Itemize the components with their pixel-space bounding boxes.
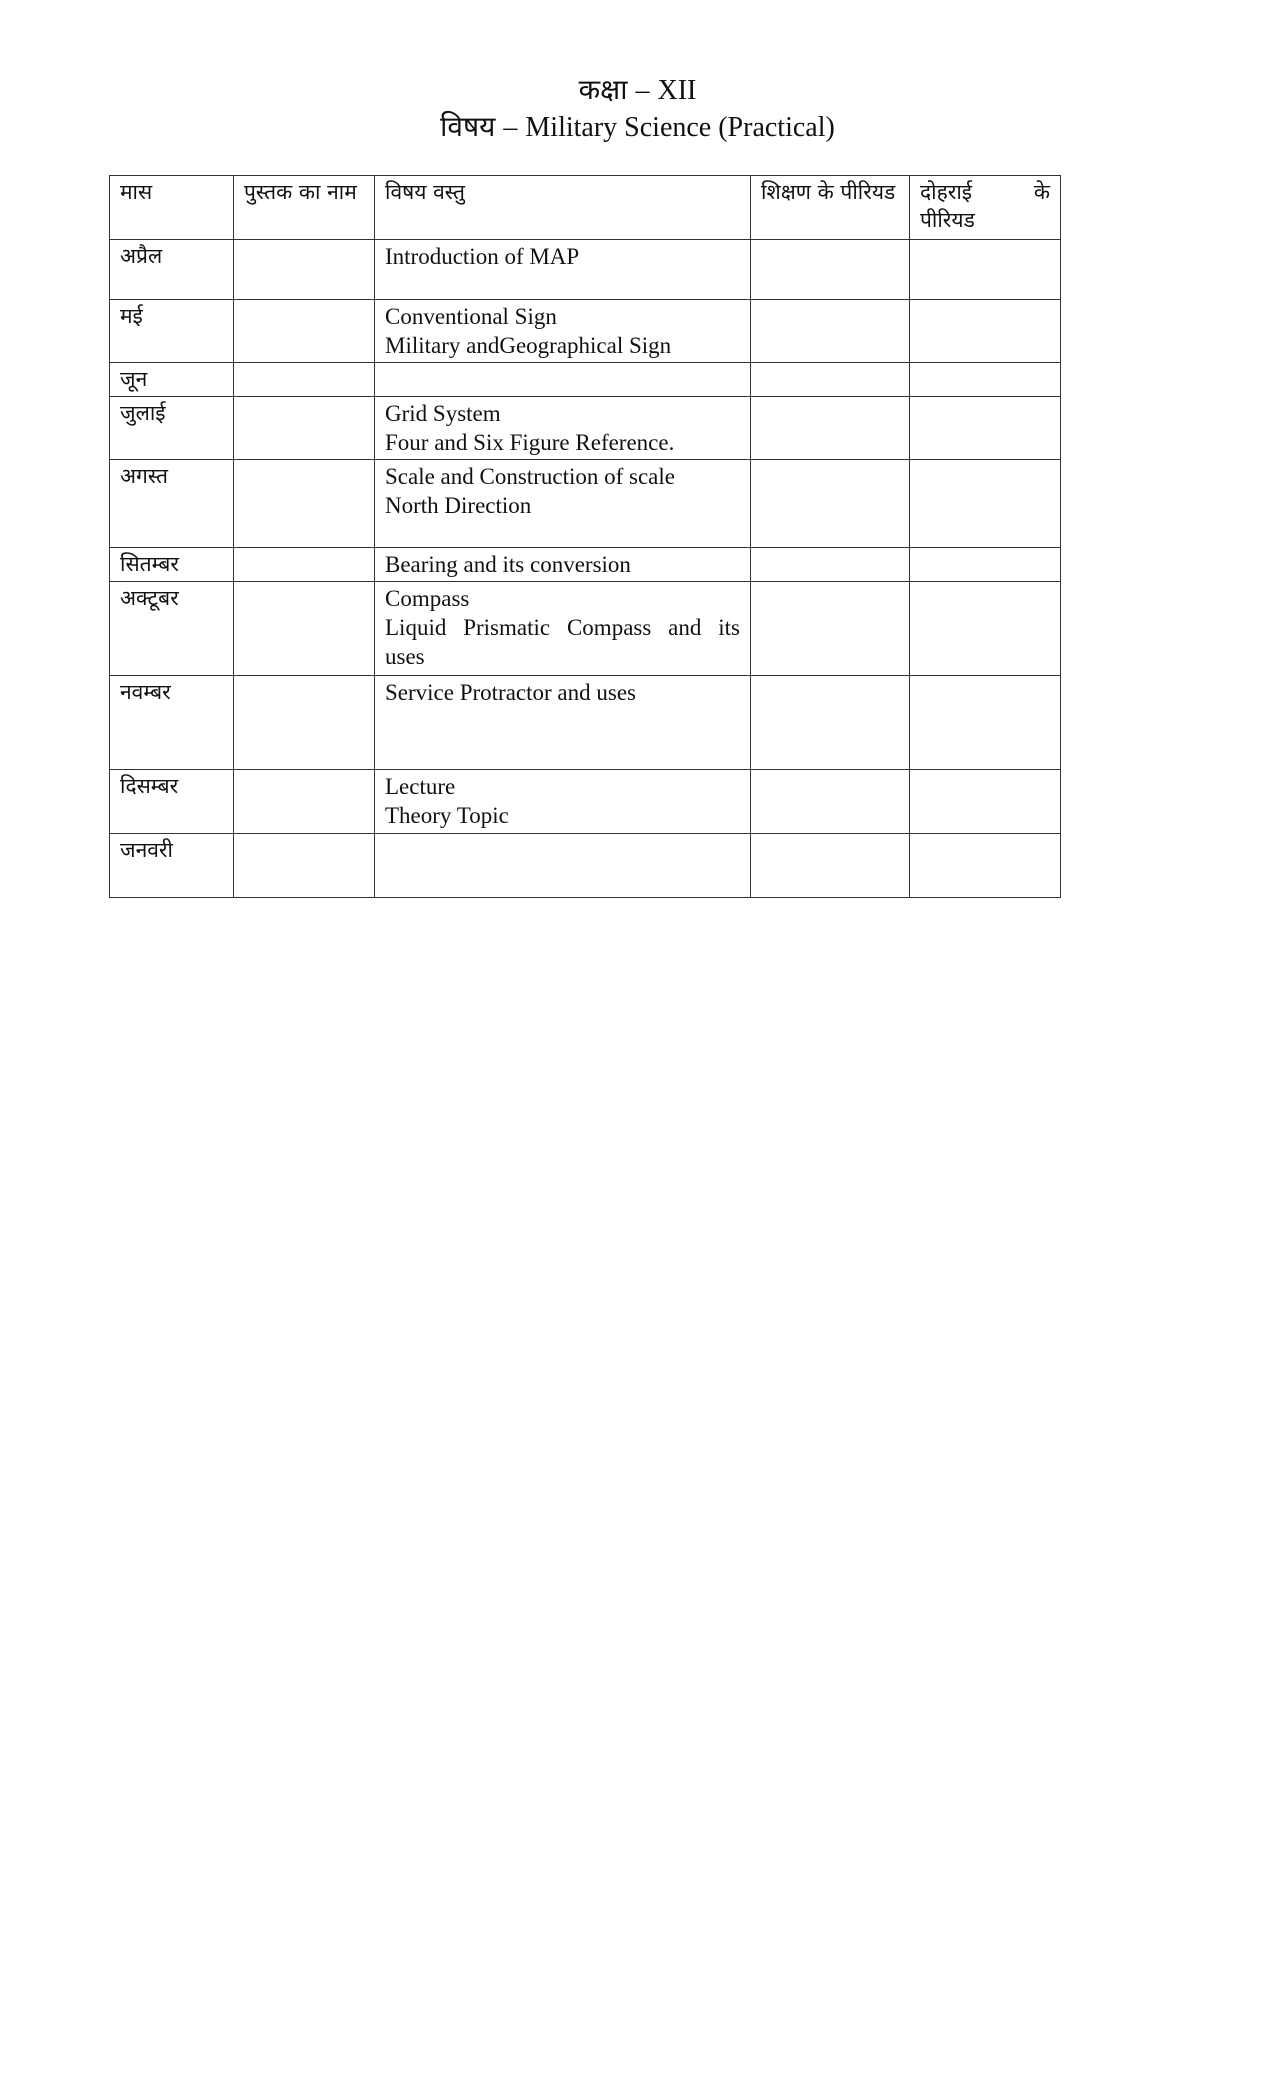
- subject-separator: –: [503, 112, 518, 143]
- teaching-periods-cell: [751, 770, 910, 834]
- page-header: [0, 72, 1275, 146]
- book-cell: [234, 397, 375, 460]
- revision-periods-cell: [910, 240, 1061, 300]
- revision-periods-cell: [910, 460, 1061, 548]
- table-body: [110, 240, 1061, 898]
- syllabus-table: [109, 175, 1061, 898]
- book-cell: [234, 770, 375, 834]
- class-line: [0, 72, 1275, 109]
- column-header-month: मास: [110, 176, 234, 240]
- month-cell: मई: [110, 300, 234, 363]
- subject-label: विषय: [440, 110, 496, 143]
- month-cell: जनवरी: [110, 834, 234, 898]
- teaching-periods-cell: [751, 676, 910, 770]
- book-cell: [234, 460, 375, 548]
- table-row: [110, 834, 1061, 898]
- column-header-revision: दोहराई के पीरियड: [910, 176, 1061, 240]
- table-row: [110, 460, 1061, 548]
- month-cell: सितम्बर: [110, 548, 234, 582]
- topic-line: Lecture: [385, 774, 456, 799]
- topic-line: Service Protractor and uses: [385, 680, 637, 705]
- revision-periods-cell: [910, 397, 1061, 460]
- topic-cell: [375, 582, 751, 676]
- teaching-periods-cell: [751, 582, 910, 676]
- revision-periods-cell: [910, 770, 1061, 834]
- month-cell: अप्रैल: [110, 240, 234, 300]
- topic-cell: [375, 363, 751, 397]
- topic-line: Four and Six Figure Reference.: [385, 430, 675, 455]
- month-cell: जुलाई: [110, 397, 234, 460]
- teaching-periods-cell: [751, 834, 910, 898]
- topic-cell: [375, 300, 751, 363]
- class-value: XII: [657, 75, 697, 106]
- teaching-periods-cell: [751, 300, 910, 363]
- book-cell: [234, 300, 375, 363]
- topic-cell: [375, 397, 751, 460]
- book-cell: [234, 582, 375, 676]
- revision-periods-cell: [910, 363, 1061, 397]
- revision-periods-cell: [910, 548, 1061, 582]
- column-header-topic: विषय वस्तु: [375, 176, 751, 240]
- topic-cell: [375, 240, 751, 300]
- table-row: [110, 300, 1061, 363]
- topic-cell: [375, 460, 751, 548]
- class-separator: –: [635, 75, 650, 106]
- book-cell: [234, 548, 375, 582]
- topic-line: Scale and Construction of scale: [385, 464, 675, 489]
- table-row: [110, 397, 1061, 460]
- column-header-teaching: शिक्षण के पीरियड: [751, 176, 910, 240]
- topic-line: Grid System: [385, 401, 501, 426]
- teaching-periods-cell: [751, 397, 910, 460]
- topic-line: Military andGeographical Sign: [385, 333, 672, 358]
- table-header-row: [110, 176, 1061, 240]
- month-cell: नवम्बर: [110, 676, 234, 770]
- teaching-periods-cell: [751, 548, 910, 582]
- subject-line: [0, 109, 1275, 146]
- month-cell: अगस्त: [110, 460, 234, 548]
- revision-periods-cell: [910, 676, 1061, 770]
- topic-line: North Direction: [385, 493, 532, 518]
- topic-cell: [375, 548, 751, 582]
- table-row: [110, 582, 1061, 676]
- revision-periods-cell: [910, 834, 1061, 898]
- topic-cell: [375, 676, 751, 770]
- class-label: कक्षा: [578, 73, 628, 106]
- month-cell: अक्टूबर: [110, 582, 234, 676]
- revision-periods-cell: [910, 300, 1061, 363]
- teaching-periods-cell: [751, 460, 910, 548]
- book-cell: [234, 676, 375, 770]
- table-row: [110, 240, 1061, 300]
- teaching-periods-cell: [751, 240, 910, 300]
- book-cell: [234, 240, 375, 300]
- revision-periods-cell: [910, 582, 1061, 676]
- month-cell: दिसम्बर: [110, 770, 234, 834]
- column-header-book: पुस्तक का नाम: [234, 176, 375, 240]
- subject-value: Military Science (Practical): [525, 112, 835, 143]
- table-row: [110, 363, 1061, 397]
- topic-line: Bearing and its conversion: [385, 552, 631, 577]
- topic-line: Compass: [385, 586, 470, 611]
- topic-line: Theory Topic: [385, 803, 509, 828]
- topic-cell: [375, 770, 751, 834]
- topic-cell: [375, 834, 751, 898]
- topic-line: Liquid Prismatic Compass and its uses: [385, 615, 740, 669]
- book-cell: [234, 834, 375, 898]
- table-row: [110, 676, 1061, 770]
- topic-line: Introduction of MAP: [385, 244, 580, 269]
- teaching-periods-cell: [751, 363, 910, 397]
- table-row: [110, 770, 1061, 834]
- topic-line: Conventional Sign: [385, 304, 557, 329]
- table-row: [110, 548, 1061, 582]
- month-cell: जून: [110, 363, 234, 397]
- book-cell: [234, 363, 375, 397]
